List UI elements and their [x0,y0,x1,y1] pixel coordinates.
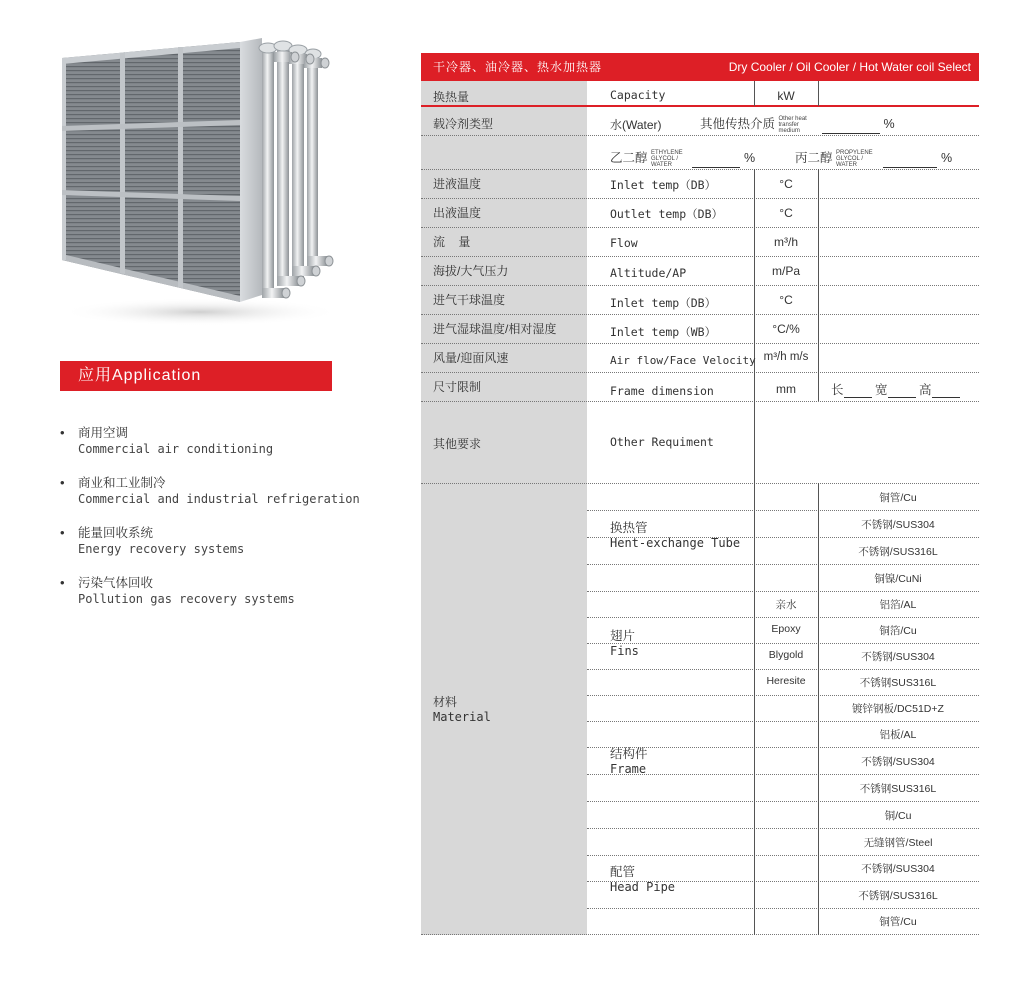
row-label-outlet-liquid-temp: 出液温度 [433,206,482,220]
unit-inlet-liquid-temp: °C [779,177,793,191]
row-label-flow: 流 量 [433,235,471,249]
unit-flow: m³/h [774,235,798,249]
other-medium-input[interactable] [822,121,880,134]
application-en: Commercial air conditioning [78,442,274,456]
length-label: 长 [831,383,844,397]
list-item [60,475,360,525]
row-divider [421,198,979,199]
unit-capacity: kW [777,89,795,103]
application-cn: 商业和工业制冷 [78,476,166,490]
pipe-option-steel[interactable]: 无缝钢管/Steel [863,837,933,849]
row-divider [421,227,979,228]
width-input[interactable] [888,385,916,398]
param-other-requirement: Other Requiment [610,435,714,449]
tube-label [610,521,740,551]
row-divider [587,908,979,909]
param-frame-dimension: Frame dimension [610,384,714,398]
application-cn: 污染气体回收 [78,576,154,590]
capacity-value-field[interactable] [821,85,976,103]
unit-inlet-air-wb: °C/% [772,322,800,336]
propylene-glycol-cn: 丙二醇 [795,151,833,165]
glycol-option [610,148,755,168]
list-item [60,525,360,575]
width-label: 宽 [875,383,888,397]
ethylene-glycol-en: ETHYLENE GLYCOL / WATER [651,149,683,168]
frame-option-sus304[interactable]: 不锈钢/SUS304 [861,756,935,768]
frame-cn: 结构件 [610,747,648,761]
list-item [60,575,360,625]
propylene-glycol-en: PROPYLENE GLYCOL / WATER [836,149,873,168]
bullet-icon: • [60,475,65,490]
other-medium-label [700,114,895,134]
row-label-frame-dimension: 尺寸限制 [433,380,482,394]
tube-cn: 换热管 [610,521,648,535]
tube-en: Hent-exchange Tube [610,536,741,550]
param-flow: Flow [610,236,638,250]
param-inlet-air-db: Inlet temp（DB） [610,296,717,310]
application-en: Commercial and industrial refrigeration [78,492,360,506]
row-divider [421,135,979,136]
unit-outlet-liquid-temp: °C [779,206,793,220]
row-divider [421,934,979,935]
application-cn: 商用空调 [78,426,129,440]
other-medium-percent: % [883,117,895,131]
fins-en: Fins [610,644,639,658]
other-medium-en: Other heat transfer medium [778,115,807,134]
fins-label [610,629,639,659]
fin-option-sus316l[interactable]: 不锈钢SUS316L [859,677,937,689]
row-label-material [433,695,491,725]
param-air-flow: Air flow/Face Velocity [610,354,756,367]
ethylene-glycol-percent: % [743,151,756,165]
height-input[interactable] [932,385,960,398]
frame-option-galvanized[interactable]: 镀锌钢板/DC51D+Z [852,703,944,715]
frame-label [610,747,648,777]
row-divider [421,401,979,402]
other-medium-cn: 其他传热介质 [700,117,776,131]
row-divider [587,564,979,565]
row-label-air-flow: 风量/迎面风速 [433,351,509,365]
tube-option-sus316l[interactable]: 不锈钢/SUS316L [858,546,938,558]
red-divider [421,105,979,107]
tube-option-sus304[interactable]: 不锈钢/SUS304 [861,519,935,531]
row-divider [587,591,979,592]
row-divider [421,372,979,373]
row-divider [587,695,979,696]
row-label-inlet-liquid-temp: 进液温度 [433,177,482,191]
coating-heresite[interactable]: Heresite [766,675,806,687]
frame-option-copper[interactable]: 铜/Cu [884,810,912,822]
row-divider [421,483,979,484]
col-divider [754,483,755,935]
spec-title-bar [421,53,979,81]
row-label-coolant-type: 载冷剂类型 [433,117,494,131]
coating-hydrophilic[interactable]: 亲水 [775,599,797,611]
selection-spec-table [421,53,979,935]
row-divider [587,669,979,670]
coolant-water-option[interactable]: 水(Water) [610,118,662,132]
row-divider [587,828,979,829]
bullet-icon: • [60,575,65,590]
frame-option-aluminum[interactable]: 铝板/AL [879,729,917,741]
param-altitude: Altitude/AP [610,266,687,280]
coating-blygold[interactable]: Blygold [768,649,804,661]
head-pipe-label [610,865,675,895]
fin-option-copper[interactable]: 铜箔/Cu [879,625,917,637]
length-input[interactable] [844,385,872,398]
row-label-inlet-air-db: 进气干球温度 [433,293,506,307]
bullet-icon: • [60,525,65,540]
unit-frame-dimension: mm [776,382,796,396]
row-divider [421,169,979,170]
row-divider [587,855,979,856]
fins-cn: 翅片 [610,629,636,643]
row-divider [587,801,979,802]
spec-title-en: Dry Cooler / Oil Cooler / Hot Water coil Select [728,60,971,74]
row-divider [587,721,979,722]
row-divider [421,343,979,344]
propylene-glycol-input[interactable] [883,155,937,168]
coating-epoxy[interactable]: Epoxy [771,623,801,635]
unit-air-flow: m³/h m/s [763,351,809,363]
head-pipe-cn: 配管 [610,865,636,879]
propylene-glycol-percent: % [940,151,953,165]
application-header: 应用Application [60,361,332,391]
row-label-altitude: 海拔/大气压力 [433,264,509,278]
application-en: Energy recovery systems [78,542,245,556]
unit-altitude: m/Pa [771,264,800,278]
application-cn: 能量回收系统 [78,526,154,540]
frame-en: Frame [610,762,647,776]
param-inlet-liquid-temp: Inlet temp（DB） [610,178,717,192]
ethylene-glycol-cn: 乙二醇 [610,151,648,165]
col-divider [818,81,819,106]
fin-option-sus304[interactable]: 不锈钢/SUS304 [861,651,935,663]
row-divider [587,510,979,511]
param-outlet-liquid-temp: Outlet temp（DB） [610,207,724,221]
pipe-option-sus316l[interactable]: 不锈钢/SUS316L [858,890,938,902]
row-divider [421,285,979,286]
tube-option-cuni[interactable]: 铜镍/CuNi [874,573,922,585]
row-divider [421,314,979,315]
propylene-option [795,148,952,168]
frame-option-sus316l[interactable]: 不锈钢SUS316L [859,783,937,795]
spec-title-cn: 干冷器、油冷器、热水加热器 [433,60,603,74]
param-capacity: Capacity [610,88,666,102]
col-divider [818,169,819,401]
fin-option-aluminum[interactable]: 铝箔/AL [879,599,917,611]
col-divider [754,401,755,483]
row-divider [587,643,979,644]
row-divider [587,617,979,618]
row-label-capacity: 换热量 [433,90,470,104]
head-pipe-en: Head Pipe [610,880,676,894]
material-cn: 材料 [433,695,458,709]
row-divider [421,256,979,257]
application-list [60,425,360,625]
bullet-icon: • [60,425,65,440]
dimension-fields [831,380,960,398]
param-inlet-air-wb: Inlet temp（WB） [610,325,717,339]
pipe-option-copper[interactable]: 铜管/Cu [879,916,917,928]
row-label-other-requirement: 其他要求 [433,437,482,451]
unit-inlet-air-db: °C [779,293,793,307]
material-en: Material [433,710,491,724]
pipe-option-sus304[interactable]: 不锈钢/SUS304 [861,863,935,875]
dry-cooler-product-image [50,30,350,330]
application-en: Pollution gas recovery systems [78,592,295,606]
ethylene-glycol-input[interactable] [692,155,740,168]
row-label-inlet-air-wb: 进气湿球温度/相对湿度 [433,322,557,336]
list-item [60,425,360,475]
tube-option-copper[interactable]: 铜管/Cu [879,492,917,504]
height-label: 高 [919,383,932,397]
